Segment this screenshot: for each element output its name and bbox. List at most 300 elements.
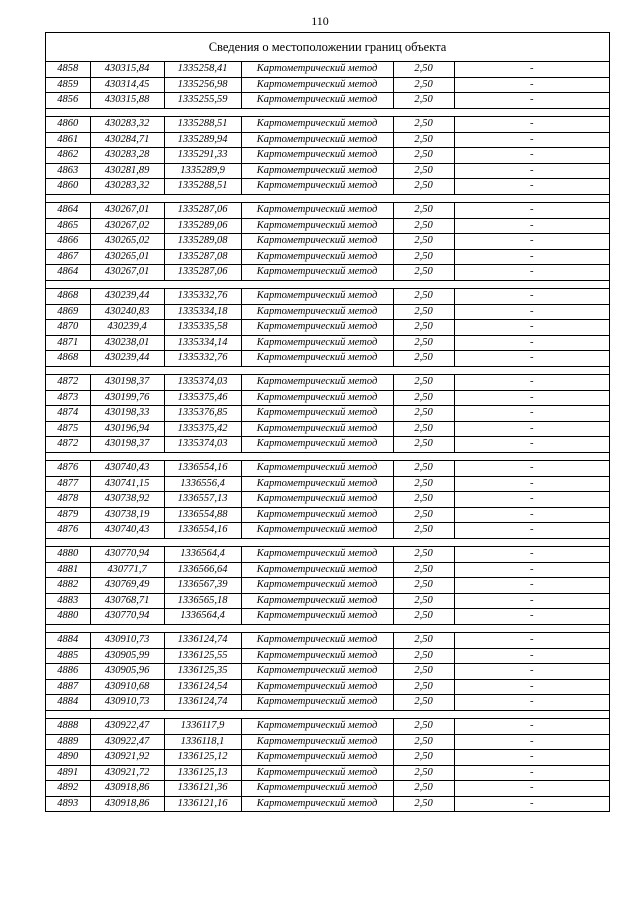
group-separator-row	[46, 194, 609, 203]
x-coordinate-cell: 430267,01	[90, 265, 164, 281]
accuracy-cell: 2,50	[393, 289, 454, 305]
group-separator-cell	[46, 538, 609, 547]
accuracy-cell: 2,50	[393, 163, 454, 179]
group-separator-cell	[46, 108, 609, 117]
table-row	[46, 461, 609, 477]
y-coordinate-cell: 1335335,58	[164, 320, 241, 336]
description-cell: -	[454, 648, 609, 664]
description-cell: -	[454, 507, 609, 523]
method-cell: Картометрический метод	[241, 547, 393, 563]
description-cell: -	[454, 523, 609, 539]
accuracy-cell: 2,50	[393, 492, 454, 508]
x-coordinate-cell: 430239,44	[90, 351, 164, 367]
accuracy-cell: 2,50	[393, 351, 454, 367]
accuracy-cell: 2,50	[393, 62, 454, 77]
method-cell: Картометрический метод	[241, 265, 393, 281]
description-cell: -	[454, 750, 609, 766]
table-row	[46, 507, 609, 523]
description-cell: -	[454, 77, 609, 93]
method-cell: Картометрический метод	[241, 132, 393, 148]
x-coordinate-cell: 430314,45	[90, 77, 164, 93]
accuracy-cell: 2,50	[393, 335, 454, 351]
x-coordinate-cell: 430281,89	[90, 163, 164, 179]
table-row	[46, 320, 609, 336]
y-coordinate-cell: 1335289,9	[164, 163, 241, 179]
method-cell: Картометрический метод	[241, 234, 393, 250]
table-row	[46, 203, 609, 219]
table-row	[46, 62, 609, 77]
method-cell: Картометрический метод	[241, 375, 393, 391]
point-number-cell: 4864	[46, 203, 90, 219]
y-coordinate-cell: 1336557,13	[164, 492, 241, 508]
group-separator-cell	[46, 452, 609, 461]
description-cell: -	[454, 476, 609, 492]
point-number-cell: 4866	[46, 234, 90, 250]
y-coordinate-cell: 1336554,16	[164, 461, 241, 477]
y-coordinate-cell: 1335291,33	[164, 148, 241, 164]
method-cell: Картометрический метод	[241, 679, 393, 695]
accuracy-cell: 2,50	[393, 461, 454, 477]
y-coordinate-cell: 1336564,4	[164, 609, 241, 625]
point-number-cell: 4859	[46, 77, 90, 93]
table-row	[46, 179, 609, 195]
x-coordinate-cell: 430239,44	[90, 289, 164, 305]
x-coordinate-cell: 430199,76	[90, 390, 164, 406]
method-cell: Картометрический метод	[241, 351, 393, 367]
point-number-cell: 4876	[46, 523, 90, 539]
x-coordinate-cell: 430265,01	[90, 249, 164, 265]
y-coordinate-cell: 1336564,4	[164, 547, 241, 563]
accuracy-cell: 2,50	[393, 390, 454, 406]
accuracy-cell: 2,50	[393, 679, 454, 695]
method-cell: Картометрический метод	[241, 437, 393, 453]
method-cell: Картометрический метод	[241, 179, 393, 195]
table-row	[46, 163, 609, 179]
point-number-cell: 4856	[46, 93, 90, 109]
description-cell: -	[454, 335, 609, 351]
method-cell: Картометрический метод	[241, 633, 393, 649]
point-number-cell: 4871	[46, 335, 90, 351]
x-coordinate-cell: 430921,92	[90, 750, 164, 766]
x-coordinate-cell: 430240,83	[90, 304, 164, 320]
point-number-cell: 4868	[46, 351, 90, 367]
description-cell: -	[454, 62, 609, 77]
table-row	[46, 249, 609, 265]
x-coordinate-cell: 430922,47	[90, 719, 164, 735]
table-row	[46, 437, 609, 453]
description-cell: -	[454, 179, 609, 195]
point-number-cell: 4891	[46, 765, 90, 781]
method-cell: Картометрический метод	[241, 719, 393, 735]
method-cell: Картометрический метод	[241, 476, 393, 492]
group-separator-row	[46, 366, 609, 375]
table-row	[46, 796, 609, 811]
method-cell: Картометрический метод	[241, 289, 393, 305]
y-coordinate-cell: 1335287,06	[164, 265, 241, 281]
x-coordinate-cell: 430738,92	[90, 492, 164, 508]
x-coordinate-cell: 430283,32	[90, 179, 164, 195]
x-coordinate-cell: 430284,71	[90, 132, 164, 148]
accuracy-cell: 2,50	[393, 695, 454, 711]
x-coordinate-cell: 430315,88	[90, 93, 164, 109]
description-cell: -	[454, 734, 609, 750]
method-cell: Картометрический метод	[241, 695, 393, 711]
method-cell: Картометрический метод	[241, 507, 393, 523]
x-coordinate-cell: 430265,02	[90, 234, 164, 250]
description-cell: -	[454, 765, 609, 781]
table-row	[46, 93, 609, 109]
table-row	[46, 719, 609, 735]
y-coordinate-cell: 1335256,98	[164, 77, 241, 93]
table-row	[46, 578, 609, 594]
method-cell: Картометрический метод	[241, 218, 393, 234]
y-coordinate-cell: 1335289,06	[164, 218, 241, 234]
accuracy-cell: 2,50	[393, 406, 454, 422]
method-cell: Картометрический метод	[241, 765, 393, 781]
table-row	[46, 695, 609, 711]
description-cell: -	[454, 203, 609, 219]
accuracy-cell: 2,50	[393, 304, 454, 320]
point-number-cell: 4883	[46, 593, 90, 609]
method-cell: Картометрический метод	[241, 406, 393, 422]
x-coordinate-cell: 430740,43	[90, 461, 164, 477]
method-cell: Картометрический метод	[241, 578, 393, 594]
table-row	[46, 547, 609, 563]
x-coordinate-cell: 430769,49	[90, 578, 164, 594]
accuracy-cell: 2,50	[393, 77, 454, 93]
accuracy-cell: 2,50	[393, 203, 454, 219]
method-cell: Картометрический метод	[241, 117, 393, 133]
table-row	[46, 406, 609, 422]
table-row	[46, 609, 609, 625]
y-coordinate-cell: 1336121,36	[164, 781, 241, 797]
table-row	[46, 562, 609, 578]
y-coordinate-cell: 1335289,94	[164, 132, 241, 148]
description-cell: -	[454, 578, 609, 594]
method-cell: Картометрический метод	[241, 750, 393, 766]
table-row	[46, 132, 609, 148]
accuracy-cell: 2,50	[393, 578, 454, 594]
point-number-cell: 4878	[46, 492, 90, 508]
description-cell: -	[454, 492, 609, 508]
y-coordinate-cell: 1336124,54	[164, 679, 241, 695]
point-number-cell: 4892	[46, 781, 90, 797]
method-cell: Картометрический метод	[241, 421, 393, 437]
y-coordinate-cell: 1335374,03	[164, 375, 241, 391]
table-title: Сведения о местоположении границ объекта	[46, 33, 609, 62]
y-coordinate-cell: 1336124,74	[164, 695, 241, 711]
method-cell: Картометрический метод	[241, 163, 393, 179]
y-coordinate-cell: 1335255,59	[164, 93, 241, 109]
y-coordinate-cell: 1335374,03	[164, 437, 241, 453]
y-coordinate-cell: 1335332,76	[164, 351, 241, 367]
method-cell: Картометрический метод	[241, 492, 393, 508]
x-coordinate-cell: 430239,4	[90, 320, 164, 336]
point-number-cell: 4873	[46, 390, 90, 406]
group-separator-cell	[46, 280, 609, 289]
point-number-cell: 4863	[46, 163, 90, 179]
method-cell: Картометрический метод	[241, 461, 393, 477]
x-coordinate-cell: 430267,01	[90, 203, 164, 219]
x-coordinate-cell: 430267,02	[90, 218, 164, 234]
y-coordinate-cell: 1336125,13	[164, 765, 241, 781]
boundary-table-sheet	[45, 32, 610, 812]
description-cell: -	[454, 163, 609, 179]
group-separator-row	[46, 452, 609, 461]
table-row	[46, 304, 609, 320]
description-cell: -	[454, 93, 609, 109]
coordinates-table	[46, 62, 609, 811]
method-cell: Картометрический метод	[241, 320, 393, 336]
group-separator-row	[46, 710, 609, 719]
x-coordinate-cell: 430922,47	[90, 734, 164, 750]
table-row	[46, 734, 609, 750]
accuracy-cell: 2,50	[393, 734, 454, 750]
y-coordinate-cell: 1336567,39	[164, 578, 241, 594]
table-row	[46, 633, 609, 649]
point-number-cell: 4890	[46, 750, 90, 766]
accuracy-cell: 2,50	[393, 781, 454, 797]
description-cell: -	[454, 218, 609, 234]
accuracy-cell: 2,50	[393, 375, 454, 391]
y-coordinate-cell: 1335289,08	[164, 234, 241, 250]
description-cell: -	[454, 249, 609, 265]
point-number-cell: 4882	[46, 578, 90, 594]
description-cell: -	[454, 664, 609, 680]
method-cell: Картометрический метод	[241, 390, 393, 406]
point-number-cell: 4880	[46, 609, 90, 625]
y-coordinate-cell: 1335375,46	[164, 390, 241, 406]
description-cell: -	[454, 375, 609, 391]
y-coordinate-cell: 1335376,85	[164, 406, 241, 422]
point-number-cell: 4887	[46, 679, 90, 695]
y-coordinate-cell: 1336565,18	[164, 593, 241, 609]
y-coordinate-cell: 1336125,12	[164, 750, 241, 766]
x-coordinate-cell: 430315,84	[90, 62, 164, 77]
y-coordinate-cell: 1335287,08	[164, 249, 241, 265]
y-coordinate-cell: 1336124,74	[164, 633, 241, 649]
description-cell: -	[454, 719, 609, 735]
table-row	[46, 648, 609, 664]
table-row	[46, 77, 609, 93]
method-cell: Картометрический метод	[241, 148, 393, 164]
x-coordinate-cell: 430918,86	[90, 781, 164, 797]
description-cell: -	[454, 234, 609, 250]
description-cell: -	[454, 265, 609, 281]
page-number: 110	[311, 14, 329, 28]
accuracy-cell: 2,50	[393, 265, 454, 281]
method-cell: Картометрический метод	[241, 664, 393, 680]
description-cell: -	[530, 797, 534, 809]
accuracy-cell: 2,50	[393, 249, 454, 265]
point-number-cell: 4879	[46, 507, 90, 523]
method-cell: Картометрический метод	[241, 562, 393, 578]
table-row	[46, 234, 609, 250]
description-cell: -	[454, 304, 609, 320]
description-cell: -	[454, 679, 609, 695]
table-row	[46, 593, 609, 609]
method-cell: Картометрический метод	[241, 93, 393, 109]
x-coordinate-cell: 430196,94	[90, 421, 164, 437]
x-coordinate-cell: 430770,94	[90, 547, 164, 563]
accuracy-cell: 2,50	[393, 476, 454, 492]
x-coordinate-cell: 430921,72	[90, 765, 164, 781]
accuracy-cell: 2,50	[393, 132, 454, 148]
accuracy-cell: 2,50	[393, 437, 454, 453]
accuracy-cell: 2,50	[393, 562, 454, 578]
description-cell: -	[454, 421, 609, 437]
description-cell: -	[454, 351, 609, 367]
method-cell: Картометрический метод	[241, 648, 393, 664]
y-coordinate-cell: 1335334,18	[164, 304, 241, 320]
point-number-cell: 4884	[46, 633, 90, 649]
point-number-cell: 4869	[46, 304, 90, 320]
description-cell: -	[454, 406, 609, 422]
description-cell: -	[454, 289, 609, 305]
y-coordinate-cell: 1335288,51	[164, 179, 241, 195]
point-number-cell: 4872	[46, 437, 90, 453]
table-row	[46, 523, 609, 539]
y-coordinate-cell: 1336556,4	[164, 476, 241, 492]
method-cell: Картометрический метод	[241, 796, 393, 811]
accuracy-cell: 2,50	[393, 507, 454, 523]
group-separator-row	[46, 108, 609, 117]
x-coordinate-cell: 430768,71	[90, 593, 164, 609]
point-number-cell: 4885	[46, 648, 90, 664]
table-row	[46, 289, 609, 305]
point-number-cell: 4858	[46, 62, 90, 77]
y-coordinate-cell: 1336121,16	[164, 796, 241, 811]
x-coordinate-cell: 430740,43	[90, 523, 164, 539]
description-cell: -	[454, 695, 609, 711]
table-row	[46, 148, 609, 164]
y-coordinate-cell: 1336125,35	[164, 664, 241, 680]
accuracy-cell: 2,50	[393, 648, 454, 664]
y-coordinate-cell: 1335334,14	[164, 335, 241, 351]
group-separator-cell	[46, 710, 609, 719]
description-cell: -	[454, 562, 609, 578]
table-row	[46, 492, 609, 508]
accuracy-cell: 2,50	[393, 796, 454, 811]
accuracy-cell: 2,50	[393, 179, 454, 195]
point-number-cell: 4881	[46, 562, 90, 578]
y-coordinate-cell: 1335332,76	[164, 289, 241, 305]
accuracy-cell: 2,50	[393, 664, 454, 680]
table-row	[46, 421, 609, 437]
accuracy-cell: 2,50	[393, 218, 454, 234]
x-coordinate-cell: 430910,73	[90, 695, 164, 711]
accuracy-cell: 2,50	[393, 421, 454, 437]
y-coordinate-cell: 1336125,55	[164, 648, 241, 664]
method-cell: Картометрический метод	[241, 77, 393, 93]
x-coordinate-cell: 430770,94	[90, 609, 164, 625]
table-row	[46, 750, 609, 766]
table-row	[46, 765, 609, 781]
x-coordinate-cell: 430238,01	[90, 335, 164, 351]
method-cell: Картометрический метод	[241, 781, 393, 797]
point-number-cell: 4880	[46, 547, 90, 563]
description-cell: -	[454, 593, 609, 609]
accuracy-cell: 2,50	[393, 117, 454, 133]
y-coordinate-cell: 1336554,88	[164, 507, 241, 523]
accuracy-cell: 2,50	[393, 523, 454, 539]
group-separator-cell	[46, 366, 609, 375]
method-cell: Картометрический метод	[241, 203, 393, 219]
point-number-cell: 4870	[46, 320, 90, 336]
accuracy-cell: 2,50	[393, 148, 454, 164]
y-coordinate-cell: 1335288,51	[164, 117, 241, 133]
accuracy-cell: 2,50	[393, 750, 454, 766]
accuracy-cell: 2,50	[393, 609, 454, 625]
point-number-cell: 4889	[46, 734, 90, 750]
description-cell: -	[454, 633, 609, 649]
point-number-cell: 4862	[46, 148, 90, 164]
table-row	[46, 117, 609, 133]
x-coordinate-cell: 430283,28	[90, 148, 164, 164]
x-coordinate-cell: 430283,32	[90, 117, 164, 133]
accuracy-cell: 2,50	[393, 320, 454, 336]
x-coordinate-cell: 430198,37	[90, 375, 164, 391]
point-number-cell: 4877	[46, 476, 90, 492]
x-coordinate-cell: 430910,73	[90, 633, 164, 649]
table-row	[46, 664, 609, 680]
x-coordinate-cell: 430741,15	[90, 476, 164, 492]
y-coordinate-cell: 1336118,1	[164, 734, 241, 750]
method-cell: Картометрический метод	[241, 734, 393, 750]
accuracy-cell: 2,50	[393, 93, 454, 109]
y-coordinate-cell: 1335287,06	[164, 203, 241, 219]
point-number-cell: 4893	[46, 796, 90, 811]
description-cell: -	[454, 320, 609, 336]
point-number-cell: 4886	[46, 664, 90, 680]
description-cell: -	[454, 390, 609, 406]
y-coordinate-cell: 1336554,16	[164, 523, 241, 539]
point-number-cell: 4861	[46, 132, 90, 148]
description-cell: -	[454, 781, 609, 797]
point-number-cell: 4865	[46, 218, 90, 234]
accuracy-cell: 2,50	[393, 765, 454, 781]
table-row	[46, 351, 609, 367]
point-number-cell: 4867	[46, 249, 90, 265]
point-number-cell: 4860	[46, 179, 90, 195]
description-cell: -	[454, 148, 609, 164]
y-coordinate-cell: 1335258,41	[164, 62, 241, 77]
point-number-cell: 4872	[46, 375, 90, 391]
point-number-cell: 4864	[46, 265, 90, 281]
method-cell: Картометрический метод	[241, 523, 393, 539]
x-coordinate-cell: 430738,19	[90, 507, 164, 523]
y-coordinate-cell: 1335375,42	[164, 421, 241, 437]
group-separator-row	[46, 538, 609, 547]
table-row	[46, 218, 609, 234]
accuracy-cell: 2,50	[393, 547, 454, 563]
table-row	[46, 781, 609, 797]
point-number-cell: 4888	[46, 719, 90, 735]
description-cell: -	[454, 547, 609, 563]
method-cell: Картометрический метод	[241, 593, 393, 609]
point-number-cell: 4876	[46, 461, 90, 477]
point-number-cell: 4875	[46, 421, 90, 437]
accuracy-cell: 2,50	[393, 719, 454, 735]
group-separator-row	[46, 624, 609, 633]
x-coordinate-cell: 430905,99	[90, 648, 164, 664]
table-row	[46, 679, 609, 695]
y-coordinate-cell: 1336117,9	[164, 719, 241, 735]
coordinates-table-body	[46, 62, 609, 811]
description-cell: -	[454, 117, 609, 133]
point-number-cell: 4884	[46, 695, 90, 711]
x-coordinate-cell: 430905,96	[90, 664, 164, 680]
